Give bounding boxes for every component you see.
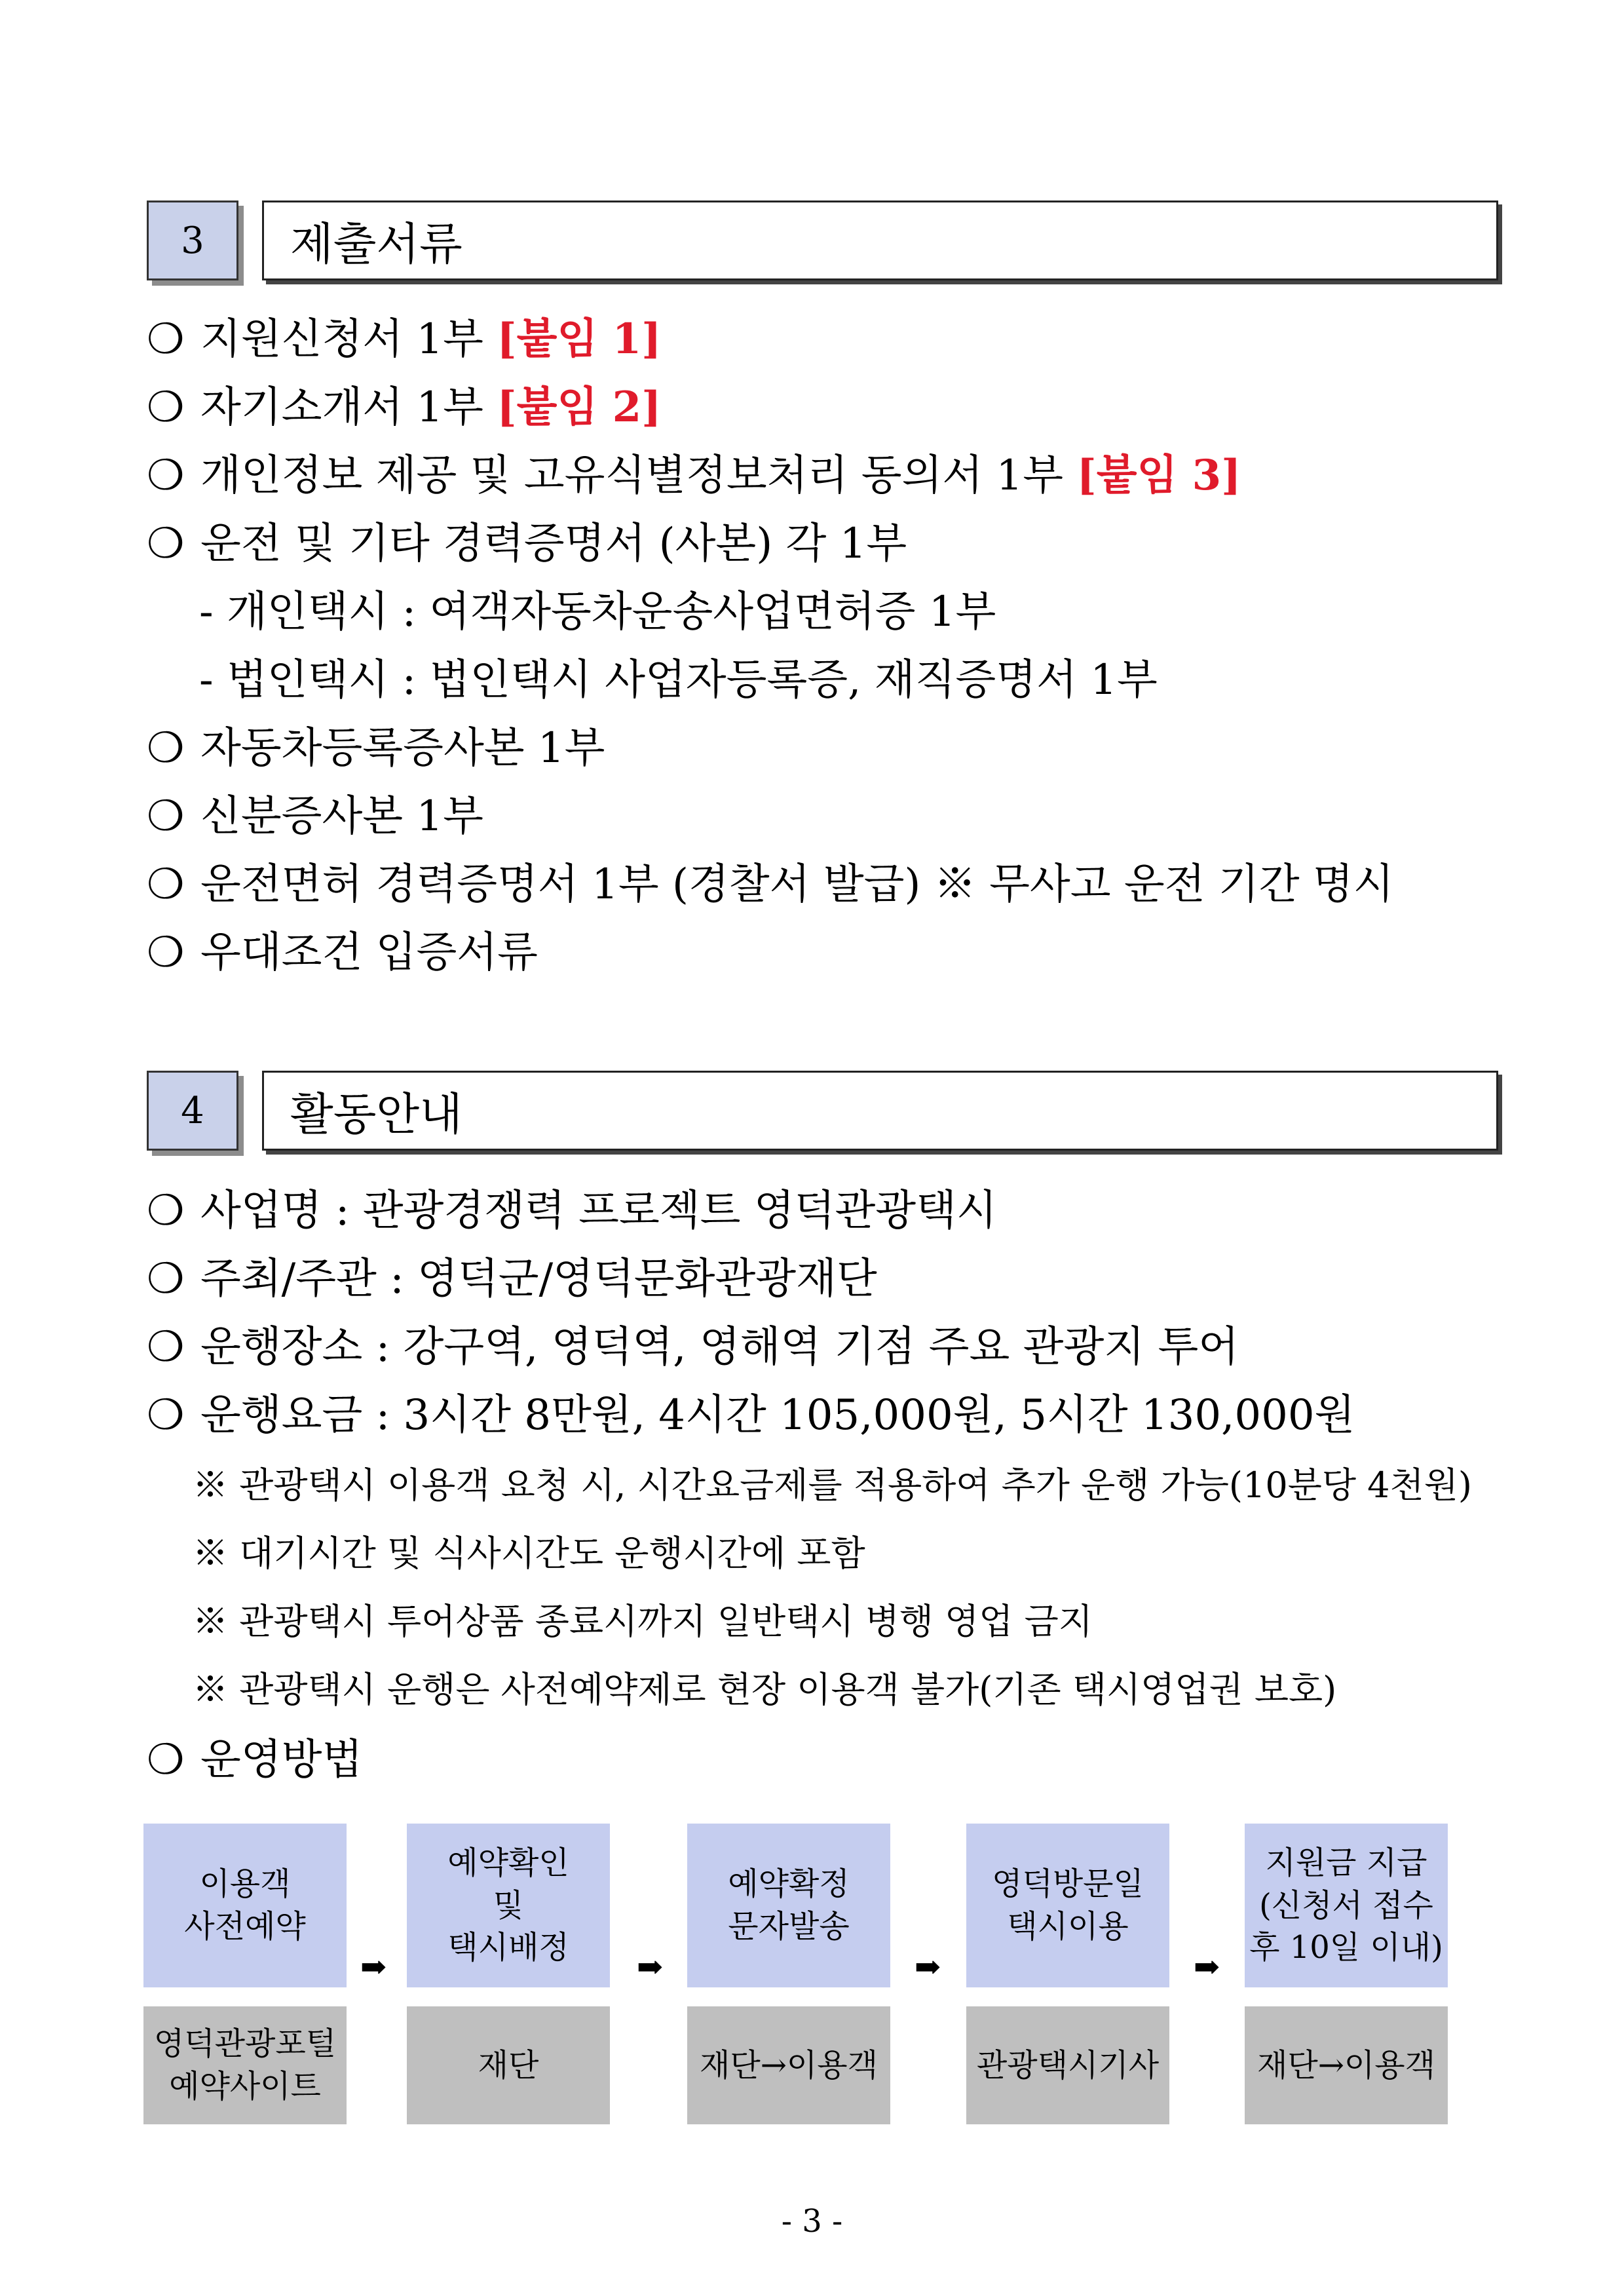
circle-bullet-icon: ❍ — [147, 1323, 185, 1371]
circle-bullet-icon: ❍ — [147, 1187, 185, 1235]
flow-text: 지원금 지급 — [1265, 1844, 1427, 1881]
item-text: 운전 및 기타 경력증명서 (사본) 각 1부 — [200, 520, 907, 568]
flow-text: 재단→이용객 — [1256, 2046, 1436, 2084]
right-arrow-icon: ➡ — [360, 1949, 387, 1985]
flow-step-1 — [143, 1824, 347, 1987]
flow-text: 및 — [493, 1886, 524, 1924]
section-4-number: 4 — [147, 1071, 238, 1151]
circle-bullet-icon: ❍ — [147, 1391, 185, 1440]
note-item: ※ 대기시간 및 식사시간도 운행시간에 포함 — [193, 1533, 865, 1574]
list-item — [147, 315, 662, 364]
flow-text: 예약확인 — [447, 1844, 569, 1881]
list-item — [147, 520, 907, 568]
flow-text: 예약사이트 — [169, 2068, 321, 2105]
circle-bullet-icon: ❍ — [147, 1255, 185, 1303]
right-arrow-icon: ➡ — [915, 1949, 941, 1985]
item-text: 운영방법 — [200, 1736, 363, 1784]
attachment-tag: [붙임 2] — [497, 383, 662, 432]
flow-actor-2 — [407, 2006, 610, 2124]
section-3-number: 3 — [147, 201, 238, 280]
flow-text: 사전예약 — [184, 1908, 306, 1945]
list-item — [147, 1187, 997, 1235]
flow-text: 문자발송 — [728, 1908, 850, 1945]
flow-text: 재단 — [478, 2046, 539, 2084]
right-arrow-icon: ➡ — [637, 1949, 664, 1985]
circle-bullet-icon: ❍ — [147, 1736, 185, 1784]
flow-text: 재단→이용객 — [699, 2046, 878, 2084]
sub-item: - 개인택시 : 여객자동차운송사업면허증 1부 — [199, 588, 996, 636]
item-text: 지원신청서 1부 — [200, 315, 484, 364]
circle-bullet-icon: ❍ — [147, 315, 185, 364]
flow-actor-3 — [687, 2006, 890, 2124]
flow-text: 영덕관광포털 — [153, 2025, 337, 2063]
item-text: 자기소개서 1부 — [200, 383, 484, 432]
flow-step-5 — [1245, 1824, 1448, 1987]
attachment-tag: [붙임 1] — [497, 315, 662, 364]
circle-bullet-icon: ❍ — [147, 928, 185, 977]
section-4-title: 활동안내 — [262, 1071, 1498, 1151]
flow-text: (신청서 접수 — [1259, 1886, 1433, 1924]
circle-bullet-icon: ❍ — [147, 860, 185, 909]
item-text: 신분증사본 1부 — [200, 792, 484, 841]
list-item — [147, 1255, 877, 1303]
flow-actor-5 — [1245, 2006, 1448, 2124]
item-text: 운행장소 : 강구역, 영덕역, 영해역 기점 주요 관광지 투어 — [200, 1323, 1239, 1371]
flow-step-3 — [687, 1824, 890, 1987]
sub-item: - 법인택시 : 법인택시 사업자등록증, 재직증명서 1부 — [199, 656, 1158, 704]
section-3-header — [147, 201, 1498, 280]
item-text: 주최/주관 : 영덕군/영덕문화관광재단 — [200, 1255, 877, 1303]
flow-text: 택시배정 — [447, 1929, 569, 1966]
flow-text: 관광택시기사 — [976, 2046, 1160, 2084]
flow-text: 택시이용 — [1007, 1908, 1129, 1945]
section-3-title: 제출서류 — [262, 201, 1498, 280]
flow-actor-4 — [966, 2006, 1169, 2124]
note-item: ※ 관광택시 투어상품 종료시까지 일반택시 병행 영업 금지 — [193, 1601, 1093, 1642]
list-item — [147, 1391, 1355, 1440]
flow-text: 이용객 — [199, 1866, 291, 1903]
section-4-header — [147, 1071, 1498, 1151]
flow-text: 후 10일 이내) — [1249, 1929, 1443, 1966]
flow-step-4 — [966, 1824, 1169, 1987]
list-item — [147, 928, 538, 977]
circle-bullet-icon: ❍ — [147, 520, 185, 568]
note-item: ※ 관광택시 운행은 사전예약제로 현장 이용객 불가(기존 택시영업권 보호) — [193, 1669, 1337, 1710]
item-text: 운전면허 경력증명서 1부 (경찰서 발급) ※ 무사고 운전 기간 명시 — [200, 860, 1394, 909]
list-item — [147, 383, 662, 432]
right-arrow-icon: ➡ — [1194, 1949, 1220, 1985]
list-item — [147, 724, 605, 773]
list-item — [147, 792, 484, 841]
flow-actor-1 — [143, 2006, 347, 2124]
flow-text: 영덕방문일 — [992, 1866, 1144, 1903]
page-number: - 3 - — [781, 2203, 843, 2240]
circle-bullet-icon: ❍ — [147, 724, 185, 773]
list-item — [147, 860, 1394, 909]
circle-bullet-icon: ❍ — [147, 383, 185, 432]
item-text: 우대조건 입증서류 — [200, 928, 538, 977]
item-text: 사업명 : 관광경쟁력 프로젝트 영덕관광택시 — [200, 1187, 997, 1235]
circle-bullet-icon: ❍ — [147, 792, 185, 841]
list-item — [147, 1323, 1239, 1371]
list-item — [147, 451, 1241, 500]
note-item: ※ 관광택시 이용객 요청 시, 시간요금제를 적용하여 추가 운행 가능(10분당 4천원) — [193, 1464, 1472, 1506]
item-text: 자동차등록증사본 1부 — [200, 724, 605, 773]
item-text: 개인정보 제공 및 고유식별정보처리 동의서 1부 — [200, 451, 1064, 500]
circle-bullet-icon: ❍ — [147, 451, 185, 500]
flow-text: 예약확정 — [728, 1866, 850, 1903]
list-item — [147, 1736, 363, 1784]
attachment-tag: [붙임 3] — [1076, 451, 1241, 500]
flow-step-2 — [407, 1824, 610, 1987]
item-text: 운행요금 : 3시간 8만원, 4시간 105,000원, 5시간 130,000원 — [200, 1391, 1355, 1440]
